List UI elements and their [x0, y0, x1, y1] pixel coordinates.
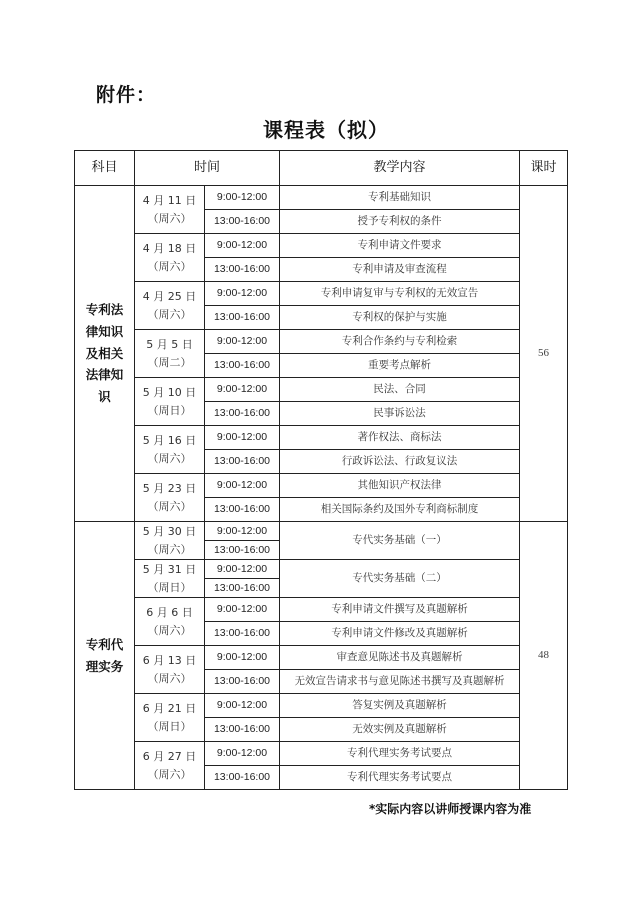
content-cell: 民事诉讼法 — [280, 402, 520, 426]
date-cell — [135, 186, 205, 234]
time-slot-cell: 13:00-16:00 — [205, 354, 280, 378]
content-cell: 相关国际条约及国外专利商标制度 — [280, 498, 520, 522]
date-text: 6 月 6 日 — [146, 606, 193, 620]
date-cell — [135, 560, 205, 598]
time-slot-cell: 9:00-12:00 — [205, 186, 280, 210]
subject-cell: 专利代理实务 — [75, 522, 135, 790]
content-cell: 专利申请文件要求 — [280, 234, 520, 258]
time-slot-cell: 9:00-12:00 — [205, 426, 280, 450]
time-slot-cell: 13:00-16:00 — [205, 498, 280, 522]
table-row — [75, 378, 568, 402]
date-text: 5 月 10 日 — [142, 386, 197, 400]
time-slot-cell: 13:00-16:00 — [205, 579, 280, 598]
content-cell: 著作权法、商标法 — [280, 426, 520, 450]
table-row — [75, 282, 568, 306]
content-cell: 专利合作条约与专利检索 — [280, 330, 520, 354]
content-cell: 专利基础知识 — [280, 186, 520, 210]
weekday-text: （周六） — [147, 307, 192, 321]
weekday-text: （周六） — [147, 451, 192, 465]
weekday-text: （周二） — [147, 355, 192, 369]
date-cell — [135, 598, 205, 646]
page-title: 课程表（拟） — [263, 118, 389, 142]
content-cell: 重要考点解析 — [280, 354, 520, 378]
content-cell: 审查意见陈述书及真题解析 — [280, 646, 520, 670]
weekday-text: （周六） — [147, 259, 192, 273]
content-cell: 专利权的保护与实施 — [280, 306, 520, 330]
date-text: 6 月 13 日 — [142, 654, 197, 668]
table-row — [75, 694, 568, 718]
time-slot-cell: 9:00-12:00 — [205, 560, 280, 579]
time-slot-cell: 9:00-12:00 — [205, 646, 280, 670]
table-row — [75, 330, 568, 354]
table-row — [75, 742, 568, 766]
date-text: 5 月 16 日 — [142, 434, 197, 448]
date-text: 6 月 21 日 — [142, 702, 197, 716]
table-row — [75, 646, 568, 670]
table-row — [75, 560, 568, 579]
content-cell: 专代实务基础（一） — [280, 522, 520, 560]
time-slot-cell: 13:00-16:00 — [205, 450, 280, 474]
time-slot-cell: 13:00-16:00 — [205, 622, 280, 646]
header-row — [75, 151, 568, 186]
date-text: 4 月 25 日 — [142, 290, 197, 304]
header-time: 时间 — [135, 151, 280, 186]
date-text: 6 月 27 日 — [142, 750, 197, 764]
weekday-text: （周六） — [147, 542, 192, 556]
time-slot-cell: 9:00-12:00 — [205, 522, 280, 541]
date-cell — [135, 522, 205, 560]
time-slot-cell: 13:00-16:00 — [205, 670, 280, 694]
weekday-text: （周六） — [147, 623, 192, 637]
table-row — [75, 598, 568, 622]
content-cell: 其他知识产权法律 — [280, 474, 520, 498]
hours-cell: 56 — [520, 186, 568, 522]
header-content: 教学内容 — [280, 151, 520, 186]
date-cell — [135, 234, 205, 282]
table-row — [75, 426, 568, 450]
table-row — [75, 186, 568, 210]
footnote: *实际内容以讲师授课内容为准 — [369, 802, 532, 816]
time-slot-cell: 9:00-12:00 — [205, 378, 280, 402]
date-cell — [135, 282, 205, 330]
content-cell: 专利申请复审与专利权的无效宣告 — [280, 282, 520, 306]
time-slot-cell: 9:00-12:00 — [205, 742, 280, 766]
table-row — [75, 234, 568, 258]
time-slot-cell: 9:00-12:00 — [205, 474, 280, 498]
time-slot-cell: 9:00-12:00 — [205, 282, 280, 306]
date-cell — [135, 742, 205, 790]
content-cell: 专利代理实务考试要点 — [280, 766, 520, 790]
hours-cell: 48 — [520, 522, 568, 790]
date-cell — [135, 646, 205, 694]
weekday-text: （周六） — [147, 211, 192, 225]
table-row — [75, 522, 568, 541]
time-slot-cell: 13:00-16:00 — [205, 402, 280, 426]
content-cell: 民法、合同 — [280, 378, 520, 402]
weekday-text: （周日） — [147, 719, 192, 733]
weekday-text: （周六） — [147, 671, 192, 685]
date-cell — [135, 378, 205, 426]
time-slot-cell: 13:00-16:00 — [205, 541, 280, 560]
time-slot-cell: 9:00-12:00 — [205, 598, 280, 622]
date-text: 5 月 23 日 — [142, 482, 197, 496]
weekday-text: （周六） — [147, 499, 192, 513]
content-cell: 无效宣告请求书与意见陈述书撰写及真题解析 — [280, 670, 520, 694]
content-cell: 专代实务基础（二） — [280, 560, 520, 598]
subject-cell: 专利法律知识及相关法律知识 — [75, 186, 135, 522]
weekday-text: （周六） — [147, 767, 192, 781]
attachment-label: 附件： — [96, 84, 157, 106]
time-slot-cell: 13:00-16:00 — [205, 306, 280, 330]
content-cell: 授予专利权的条件 — [280, 210, 520, 234]
date-text: 4 月 18 日 — [142, 242, 197, 256]
time-slot-cell: 13:00-16:00 — [205, 766, 280, 790]
date-text: 4 月 11 日 — [142, 194, 197, 208]
header-hours: 课时 — [520, 151, 568, 186]
content-cell: 专利申请文件撰写及真题解析 — [280, 598, 520, 622]
content-cell: 行政诉讼法、行政复议法 — [280, 450, 520, 474]
date-text: 5 月 31 日 — [142, 563, 197, 577]
time-slot-cell: 13:00-16:00 — [205, 718, 280, 742]
time-slot-cell: 9:00-12:00 — [205, 330, 280, 354]
table-row — [75, 474, 568, 498]
date-text: 5 月 30 日 — [142, 525, 197, 539]
header-subject: 科目 — [75, 151, 135, 186]
schedule-table — [74, 150, 568, 790]
content-cell: 无效实例及真题解析 — [280, 718, 520, 742]
date-cell — [135, 330, 205, 378]
date-text: 5 月 5 日 — [146, 338, 193, 352]
content-cell: 专利申请及审查流程 — [280, 258, 520, 282]
content-cell: 答复实例及真题解析 — [280, 694, 520, 718]
weekday-text: （周日） — [147, 403, 192, 417]
time-slot-cell: 13:00-16:00 — [205, 258, 280, 282]
weekday-text: （周日） — [147, 580, 192, 594]
date-cell — [135, 474, 205, 522]
time-slot-cell: 9:00-12:00 — [205, 234, 280, 258]
date-cell — [135, 694, 205, 742]
content-cell: 专利申请文件修改及真题解析 — [280, 622, 520, 646]
time-slot-cell: 13:00-16:00 — [205, 210, 280, 234]
date-cell — [135, 426, 205, 474]
content-cell: 专利代理实务考试要点 — [280, 742, 520, 766]
time-slot-cell: 9:00-12:00 — [205, 694, 280, 718]
